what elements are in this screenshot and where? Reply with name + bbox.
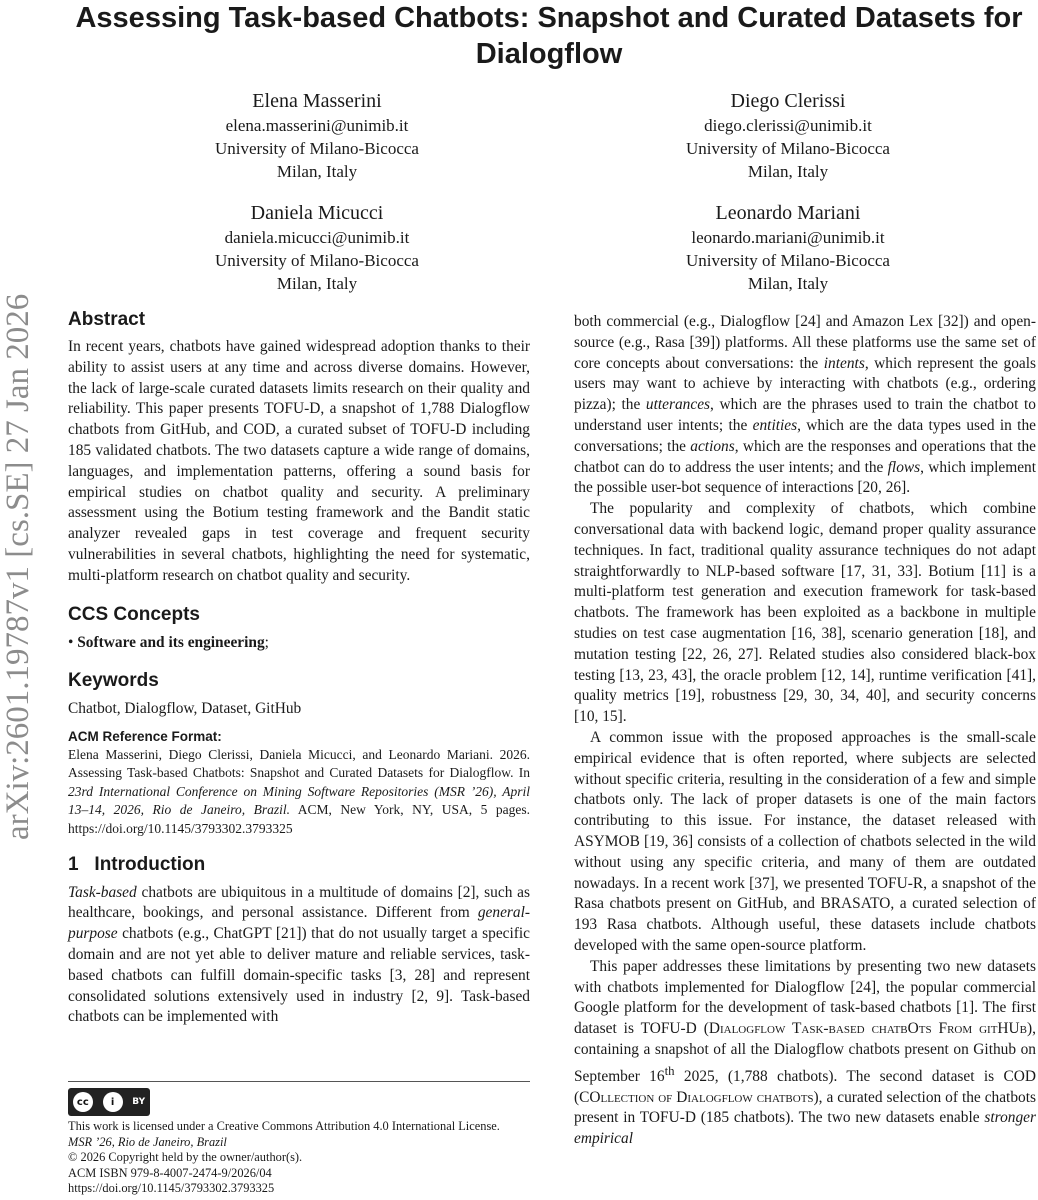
text-run: , which represent the goals users may want to achieve by interacting with chatbots (e.g., ordering pizza); the: [574, 354, 1036, 414]
small-caps-run: llection of Dialogflow chatbots: [600, 1088, 814, 1106]
ccs-item: Software and its engineering: [77, 633, 265, 651]
emphasis: stronger empirical: [574, 1109, 1036, 1148]
author-location: Milan, Italy: [276, 162, 358, 181]
text-run: chatbots are ubiquitous in a multitude of domains [2], such as healthcare, bookings, and personal assistance. Different from: [68, 883, 530, 922]
author-affiliation: University of Milano-Bicocca: [215, 139, 419, 158]
arxiv-identifier: arXiv:2601.19787v1 [cs.SE] 27 Jan 2026: [0, 293, 36, 840]
venue-text: [68, 1135, 530, 1151]
emphasis: utterances: [645, 396, 711, 414]
right-paragraph-4: [574, 957, 1036, 1150]
text-run: , which are the data types used in the conversations; the: [574, 416, 1036, 455]
text-run: , which are the responses and operations that the chatbot can do to address the user intents; and the: [574, 437, 1036, 476]
author-email[interactable]: daniela.micucci@unimib.it: [224, 228, 410, 247]
footer-notice: [68, 1119, 530, 1197]
author-email[interactable]: elena.masserini@unimib.it: [225, 116, 409, 135]
acm-reference-text: [68, 746, 530, 839]
reference-venue: 23rd International Conference on Mining Software Repositories (MSR ’26), April 13–14, 2026, Rio de Janeiro, Brazil.: [68, 783, 530, 818]
footer-divider: [68, 1081, 530, 1082]
emphasis: intents: [823, 354, 865, 372]
introduction-heading: [68, 853, 530, 877]
text-run: chatbots (e.g., ChatGPT [21]) that do not usually target a specific domain and are not yet able to deliver mature and reliable services, task-based chatbots can fulfill domain-specific tasks [3, 28] and represent consolidated solutions extensively used in industry [2, 9]. Task-based chatbots can be implemented with: [68, 925, 530, 1026]
author-name: Diego Clerissi: [730, 90, 846, 112]
author-location: Milan, Italy: [276, 274, 358, 293]
author-location: Milan, Italy: [747, 274, 829, 293]
text-run: both commercial (e.g., Dialogflow [24] and Amazon Lex [32]) and open-source (e.g., Rasa [39]) platforms. All these platforms use the same set of core concepts about conversations: the: [574, 313, 1036, 372]
section-title: Introduction: [94, 853, 206, 875]
author-name: Daniela Micucci: [250, 202, 384, 224]
emphasis: general-purpose: [68, 904, 530, 943]
text-run: This paper addresses these limitations by presenting two new datasets with chatbots implemented for Dialogflow [24], the popular commercial Google platform for the development of task-based chatbots [1]. The first dataset is TOFU-D (: [574, 957, 1036, 1038]
doi-link[interactable]: https://doi.org/10.1145/3793302.3793325: [68, 1181, 275, 1196]
author-block-1: [127, 88, 507, 183]
emphasis: actions: [690, 437, 735, 455]
right-paragraph-3: A common issue with the proposed approaches is the small-scale empirical evidence that is often reported, where subjects are selected without specific criteria, resulting in the consideration of a few and simple chatbots only. The lack of proper datasets is one of the main factors contributing to this issue. For instance, the dataset released with ASYMOB [19, 36] consists of a collection of chatbots selected in the wild without using any specific criteria, and many of them are outdated nowadays. In a recent work [37], we presented TOFU-R, a snapshot of the Rasa chatbots present on GitHub, and BRASATO, a curated selection of 193 Rasa chatbots. Although useful, these datasets include chatbots developed with the same open-source platform.: [574, 728, 1036, 954]
text-run: ), containing a snapshot of all the Dialogflow chatbots present on Github on September 16: [574, 1020, 1036, 1085]
license-text: This work is licensed under a Creative Commons Attribution 4.0 International License.: [68, 1119, 500, 1133]
author-block-4: [598, 200, 978, 295]
bullet: •: [68, 633, 74, 651]
ccs-suffix: ;: [264, 633, 269, 651]
text-run: , which implement the possible user-bot sequence of interactions [20, 26].: [574, 458, 1036, 497]
copyright-text: © 2026 Copyright held by the owner/author(s).: [68, 1150, 303, 1165]
introduction-paragraph: [68, 883, 530, 1029]
text-run: , which are the phrases used to train the chatbot to understand user intents; the: [574, 396, 1036, 434]
reference-publisher: ACM, New York, NY, USA, 5 pages. https://doi.org/10.1145/3793302.3793325: [68, 802, 530, 836]
author-affiliation: University of Milano-Bicocca: [215, 251, 419, 270]
section-number: 1: [68, 853, 79, 875]
small-caps-run: Dialogflow Task-based chatbOts From gitHUb: [708, 1020, 1028, 1038]
author-block-2: [598, 88, 978, 183]
attribution-icon: i: [103, 1092, 123, 1112]
paper-title: Assessing Task-based Chatbots: Snapshot and Curated Datasets for Dialogflow: [75, 2, 1023, 70]
cc-by-license-badge[interactable]: [68, 1088, 150, 1116]
abstract-text: In recent years, chatbots have gained widespread adoption thanks to their ability to assist users at any time and across diverse domains. However, the lack of large-scale curated datasets limits research on their quality and reliability. This paper presents TOFU-D, a snapshot of 1,788 Dialogflow chatbots from GitHub, and COD, a curated subset of TOFU-D including 185 validated chatbots. The two datasets capture a wide range of domains, languages, and implementation patterns, offering a sound basis for empirical studies on chatbot quality and security. A preliminary assessment using the Botium testing framework and the Bandit static analyzer revealed gaps in test coverage and frequent security vulnerabilities in several chatbots, highlighting the need for systematic, multi-platform research on chatbot quality and security.: [68, 338, 530, 584]
author-affiliation: University of Milano-Bicocca: [686, 139, 890, 158]
creative-commons-icon: cc: [73, 1092, 93, 1112]
ccs-concept: [68, 632, 530, 653]
author-name: Elena Masserini: [252, 90, 382, 112]
author-affiliation: University of Milano-Bicocca: [686, 251, 890, 270]
keywords-text: Chatbot, Dialogflow, Dataset, GitHub: [68, 699, 302, 717]
keywords-heading: Keywords: [68, 669, 159, 691]
ccs-heading: CCS Concepts: [68, 603, 200, 625]
right-paragraph-2: The popularity and complexity of chatbots, which combine conversational data with backend logic, demand proper quality assurance techniques. In fact, traditional quality assurance techniques do not adapt straightforwardly to NLP-based software [17, 31, 33]. Botium [11] is a multi-platform test generation and execution framework for task-based chatbots. The framework has been exploited as a backbone in multiple studies on test case augmentation [16, 38], scenario generation [18], and mutation testing [22, 26, 27]. Related studies also considered black-box testing [13, 23, 43], the oracle problem [12, 14], runtime verification [41], quality metrics [19], robustness [29, 30, 34, 40], and security concerns [10, 15].: [574, 500, 1036, 726]
text-run: ), a curated selection of the chatbots present in TOFU-D (185 chatbots). The two new datasets enable: [574, 1088, 1036, 1127]
left-column: [68, 308, 530, 1028]
right-column: [574, 312, 1036, 1150]
by-label: BY: [132, 1097, 146, 1107]
venue-italic: MSR ’26, Rio de Janeiro, Brazil: [68, 1134, 227, 1149]
text-run: 2025, (1,788 chatbots). The second dataset is COD (CO: [574, 1067, 1036, 1106]
abstract-heading: Abstract: [68, 309, 146, 330]
emphasis: entities: [752, 416, 798, 434]
emphasis: Task-based: [68, 883, 137, 901]
superscript: th: [664, 1063, 675, 1078]
emphasis: flows: [887, 458, 921, 476]
right-paragraph-1: [574, 312, 1036, 499]
author-email[interactable]: diego.clerissi@unimib.it: [704, 116, 872, 135]
isbn-text: ACM ISBN 979-8-4007-2474-9/2026/04: [68, 1165, 272, 1180]
acm-reference-heading: ACM Reference Format:: [68, 728, 222, 744]
author-email[interactable]: leonardo.mariani@unimib.it: [691, 228, 885, 247]
author-block-3: [127, 200, 507, 295]
author-location: Milan, Italy: [747, 162, 829, 181]
author-name: Leonardo Mariani: [715, 202, 861, 224]
reference-authors: Elena Masserini, Diego Clerissi, Daniela Micucci, and Leonardo Mariani. 2026. Assessing Task-based Chatbots: Snapshot and Curated Datasets for Dialogflow. In: [68, 746, 530, 781]
